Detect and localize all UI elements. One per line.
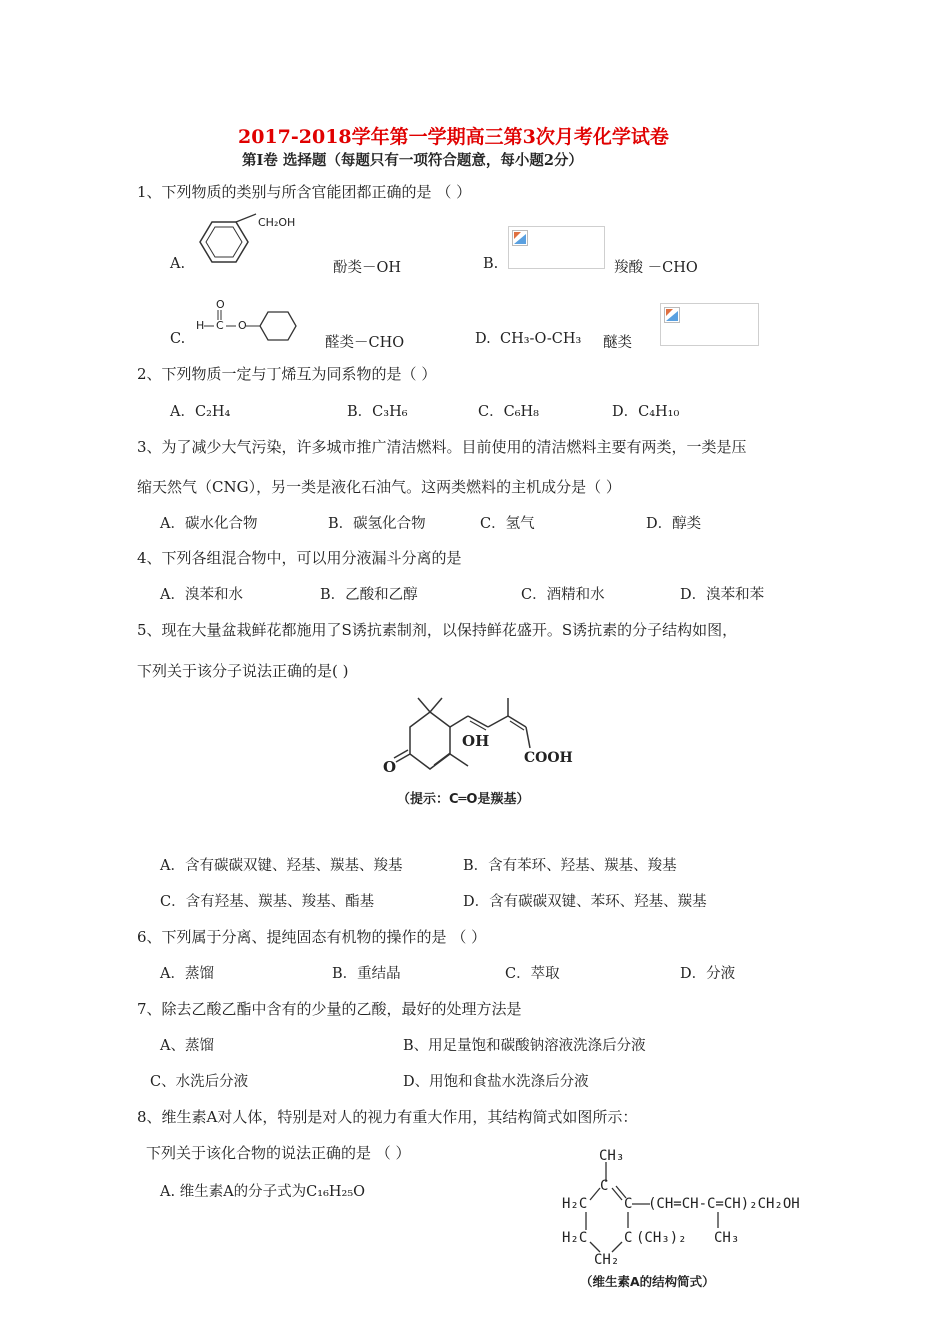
- q1-option-b-label: B.: [483, 256, 499, 272]
- q5-option-c: C．含有羟基、羰基、羧基、酯基: [160, 894, 375, 910]
- q1-option-d-formula: CH₃-O-CH₃: [500, 331, 582, 347]
- q7-option-d: D、用饱和食盐水洗涤后分液: [403, 1074, 589, 1090]
- q5-hint-co: C═O: [449, 792, 478, 807]
- q1-option-b-text: 羧酸 －CHO: [614, 260, 698, 276]
- q1-option-d-label: D.: [475, 331, 491, 347]
- q6-option-c: C．萃取: [505, 966, 560, 982]
- question-3-stem-line1: 3、为了减少大气污染，许多城市推广清洁燃料。目前使用的清洁燃料主要有两类，一类是压: [137, 438, 747, 456]
- question-1-stem: 1、下列物质的类别与所含官能团都正确的是 （ ）: [137, 183, 472, 201]
- q5-hint-end: 是羰基）: [477, 792, 530, 807]
- q2-option-d: D．C₄H₁₀: [612, 404, 680, 420]
- q5-hint-start: （提示：: [397, 792, 450, 807]
- question-2-stem: 2、下列物质一定与丁烯互为同系物的是（ ）: [137, 365, 437, 383]
- vit-a-ch3-bottom: CH₃: [714, 1230, 740, 1246]
- q2-option-b: B．C₃H₆: [347, 404, 408, 420]
- vit-a-c-right: C: [624, 1196, 633, 1212]
- q1-c-struct-o2: O: [238, 319, 247, 332]
- q1-c-struct-o: O: [216, 298, 225, 311]
- q1-option-a-text: 酚类－OH: [333, 260, 402, 276]
- q1-option-c-label: C.: [170, 331, 186, 347]
- section-heading: 第Ⅰ卷 选择题（每题只有一项符合题意，每小题2分）: [242, 152, 583, 169]
- q5-struct-o: O: [383, 758, 397, 776]
- q3-option-d: D．醇类: [646, 516, 702, 532]
- q6-option-a: A．蒸馏: [160, 966, 214, 982]
- q5-option-d: D．含有碳碳双键、苯环、羟基、羰基: [463, 894, 707, 910]
- q1-a-struct-label: CH₂OH: [258, 216, 296, 229]
- vit-a-chain: (CH=CH-C=CH)₂CH₂OH: [648, 1196, 800, 1212]
- vit-a-h2c-2: H₂C: [562, 1230, 588, 1246]
- question-3-stem-line2: 缩天然气（CNG），另一类是液化石油气。这两类燃料的主机成分是（ ）: [137, 478, 621, 496]
- q2-option-a: A．C₂H₄: [170, 404, 231, 420]
- broken-image-placeholder: [660, 303, 759, 346]
- vit-a-ch2-bottom: CH₂: [594, 1252, 620, 1268]
- q8-option-a: A. 维生素A的分子式为C₁₆H₂₅O: [160, 1184, 366, 1200]
- q1-c-struct-h: H: [196, 319, 205, 332]
- q3-option-a: A．碳水化合物: [160, 516, 258, 532]
- q1-option-d-text: 醚类: [603, 335, 632, 351]
- question-7-stem: 7、除去乙酸乙酯中含有的少量的乙酸，最好的处理方法是: [137, 1000, 522, 1018]
- q4-option-b: B．乙酸和乙醇: [320, 587, 418, 603]
- question-5-stem-line2: 下列关于该分子说法正确的是( ): [137, 662, 349, 680]
- question-6-stem: 6、下列属于分离、提纯固态有机物的操作的是 （ ）: [137, 928, 487, 946]
- q4-option-d: D．溴苯和苯: [680, 587, 765, 603]
- q4-option-c: C．酒精和水: [521, 587, 605, 603]
- q5-option-b: B．含有苯环、羟基、羰基、羧基: [463, 858, 677, 874]
- q5-option-a: A．含有碳碳双键、羟基、羰基、羧基: [160, 858, 403, 874]
- q1-option-a-label: A.: [170, 256, 186, 272]
- vit-a-ch3-top: CH₃: [599, 1148, 625, 1164]
- q3-option-b: B．碳氢化合物: [328, 516, 426, 532]
- broken-image-icon: [512, 230, 528, 246]
- q4-option-a: A．溴苯和水: [160, 587, 243, 603]
- page-title: 2017-2018学年第一学期高三第3次月考化学试卷: [238, 126, 669, 148]
- question-8-stem: 8、维生素A对人体，特别是对人的视力有重大作用，其结构简式如图所示：: [137, 1108, 638, 1126]
- q2-option-c: C．C₆H₈: [478, 404, 539, 420]
- q6-option-d: D．分液: [680, 966, 736, 982]
- question-5-stem-line1: 5、现在大量盆栽鲜花都施用了S诱抗素制剂，以保持鲜花盛开。S诱抗素的分子结构如图，: [137, 621, 738, 639]
- q6-option-b: B．重结晶: [332, 966, 401, 982]
- q1-c-struct-c: C: [216, 319, 224, 332]
- vit-a-caption: （维生素A的结构简式）: [580, 1274, 715, 1289]
- question-8-stem-line2: 下列关于该化合物的说法正确的是 （ ）: [146, 1144, 411, 1162]
- vit-a-c-top: C: [600, 1178, 609, 1194]
- q5-struct-oh: OH: [462, 732, 490, 750]
- vit-a-ch3-2: (CH₃)₂: [636, 1230, 687, 1246]
- broken-image-placeholder: [508, 226, 605, 269]
- phenyl-formate-structure: [190, 296, 320, 346]
- q7-option-a: A、蒸馏: [160, 1038, 214, 1054]
- vit-a-h2c-1: H₂C: [562, 1196, 588, 1212]
- q5-hint: [397, 788, 529, 807]
- q5-struct-cooh: COOH: [524, 750, 573, 766]
- vit-a-c-ring: C: [624, 1230, 633, 1246]
- q7-option-b: B、用足量饱和碳酸钠溶液洗涤后分液: [403, 1038, 646, 1054]
- question-4-stem: 4、下列各组混合物中，可以用分液漏斗分离的是: [137, 549, 462, 567]
- q7-option-c: C、水洗后分液: [150, 1074, 249, 1090]
- broken-image-icon: [664, 307, 680, 323]
- q1-option-c-text: 醛类－CHO: [325, 335, 405, 351]
- q3-option-c: C．氢气: [480, 516, 535, 532]
